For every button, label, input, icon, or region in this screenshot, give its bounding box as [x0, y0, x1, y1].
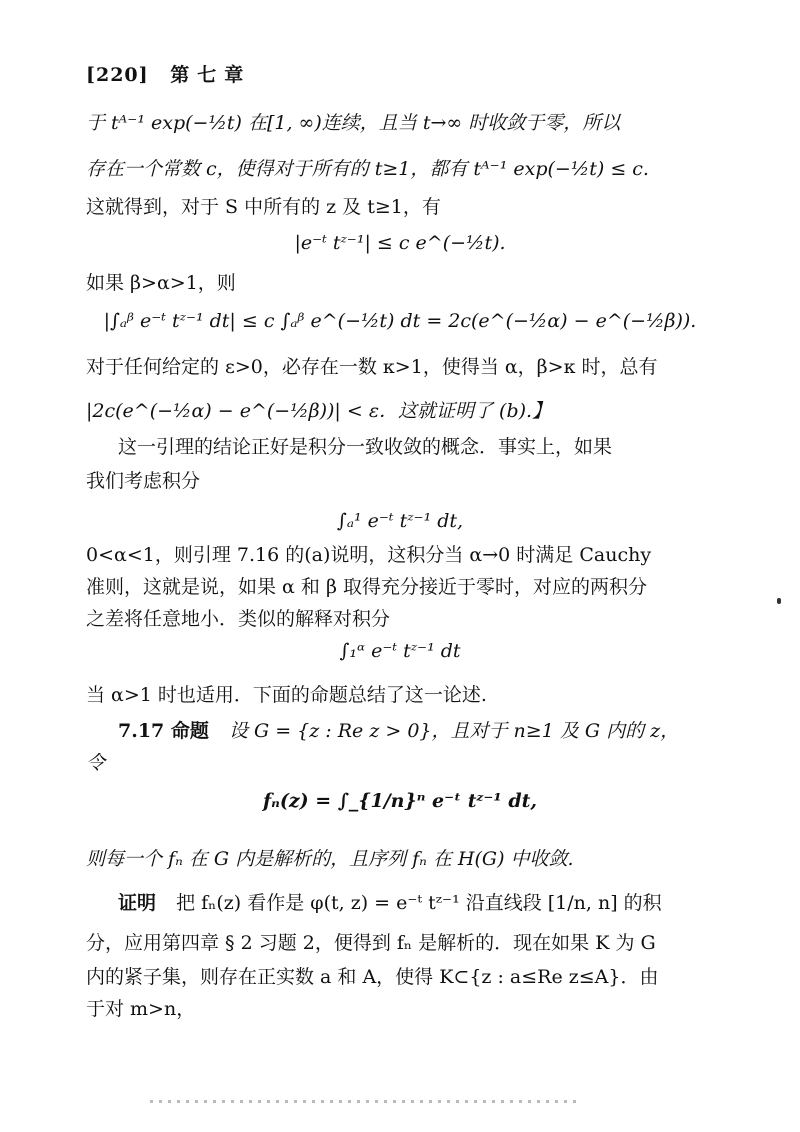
text-line: 这一引理的结论正好是积分一致收敛的概念．事实上，如果 — [118, 436, 613, 458]
text-line: 存在一个常数 c，使得对于所有的 t≥1，都有 tᴬ⁻¹ exp(−½t) ≤ c. — [86, 158, 649, 180]
text-line: 当 α>1 时也适用．下面的命题总结了这一论述. — [86, 684, 487, 706]
text-line: 如果 β>α>1，则 — [86, 272, 236, 294]
display-equation: ∫ₐ¹ e⁻ᵗ tᶻ⁻¹ dt, — [336, 510, 464, 532]
scan-speck — [777, 598, 781, 604]
proposition-line — [118, 716, 679, 743]
text-line: 则每一个 fₙ 在 G 内是解析的，且序列 fₙ 在 H(G) 中收敛. — [86, 848, 574, 870]
text-line: 0<α<1，则引理 7.16 的(a)说明，这积分当 α→0 时满足 Cauchy — [86, 544, 652, 566]
text-line: 于对 m>n， — [86, 998, 196, 1020]
proposition-text: 设 G = {z : Re z > 0}，且对于 n≥1 及 G 内的 z， — [228, 720, 680, 742]
proof-text: 把 fₙ(z) 看作是 φ(t, z) = e⁻ᵗ tᶻ⁻¹ 沿直线段 [1/n, n] 的积 — [176, 892, 662, 914]
display-equation: |e⁻ᵗ tᶻ⁻¹| ≤ c e^(−½t). — [294, 232, 506, 254]
text-line: 内的紧子集，则存在正实数 a 和 A，使得 K⊂{z : a≤Re z≤A}．由 — [86, 966, 659, 988]
text-line: 之差将任意地小．类似的解释对积分 — [86, 608, 391, 630]
page-header — [86, 60, 251, 87]
scan-footer-marks — [150, 1100, 580, 1103]
text-line: |2c(e^(−½α) − e^(−½β))| < ε．这就证明了 (b).】 — [86, 400, 552, 422]
text-line: 于 tᴬ⁻¹ exp(−½t) 在[1, ∞)连续，且当 t→∞ 时收敛于零，所以 — [86, 112, 621, 134]
text-line: 准则，这就是说，如果 α 和 β 取得充分接近于零时，对应的两积分 — [86, 576, 647, 598]
display-equation: fₙ(z) = ∫_{1/n}ⁿ e⁻ᵗ tᶻ⁻¹ dt, — [262, 790, 537, 812]
chapter-title: 第七章 — [170, 64, 252, 86]
proof-label: 证明 — [118, 892, 157, 914]
proposition-label: 7.17 命题 — [118, 720, 209, 742]
proof-line — [118, 888, 662, 915]
text-line: 令 — [86, 752, 106, 774]
display-equation: |∫ₐᵝ e⁻ᵗ tᶻ⁻¹ dt| ≤ c ∫ₐᵝ e^(−½t) dt = 2c(e^(−½α) − e^(−½β)). — [103, 310, 697, 332]
text-line: 对于任何给定的 ε>0，必存在一数 κ>1，使得当 α，β>κ 时，总有 — [86, 356, 658, 378]
page-number: [220] — [86, 64, 149, 86]
text-line: 分，应用第四章 § 2 习题 2，便得到 fₙ 是解析的．现在如果 K 为 G — [86, 932, 656, 954]
text-line: 这就得到，对于 S 中所有的 z 及 t≥1，有 — [86, 196, 441, 218]
text-line: 我们考虑积分 — [86, 470, 201, 492]
display-equation: ∫₁ᵅ e⁻ᵗ tᶻ⁻¹ dt — [339, 640, 461, 662]
